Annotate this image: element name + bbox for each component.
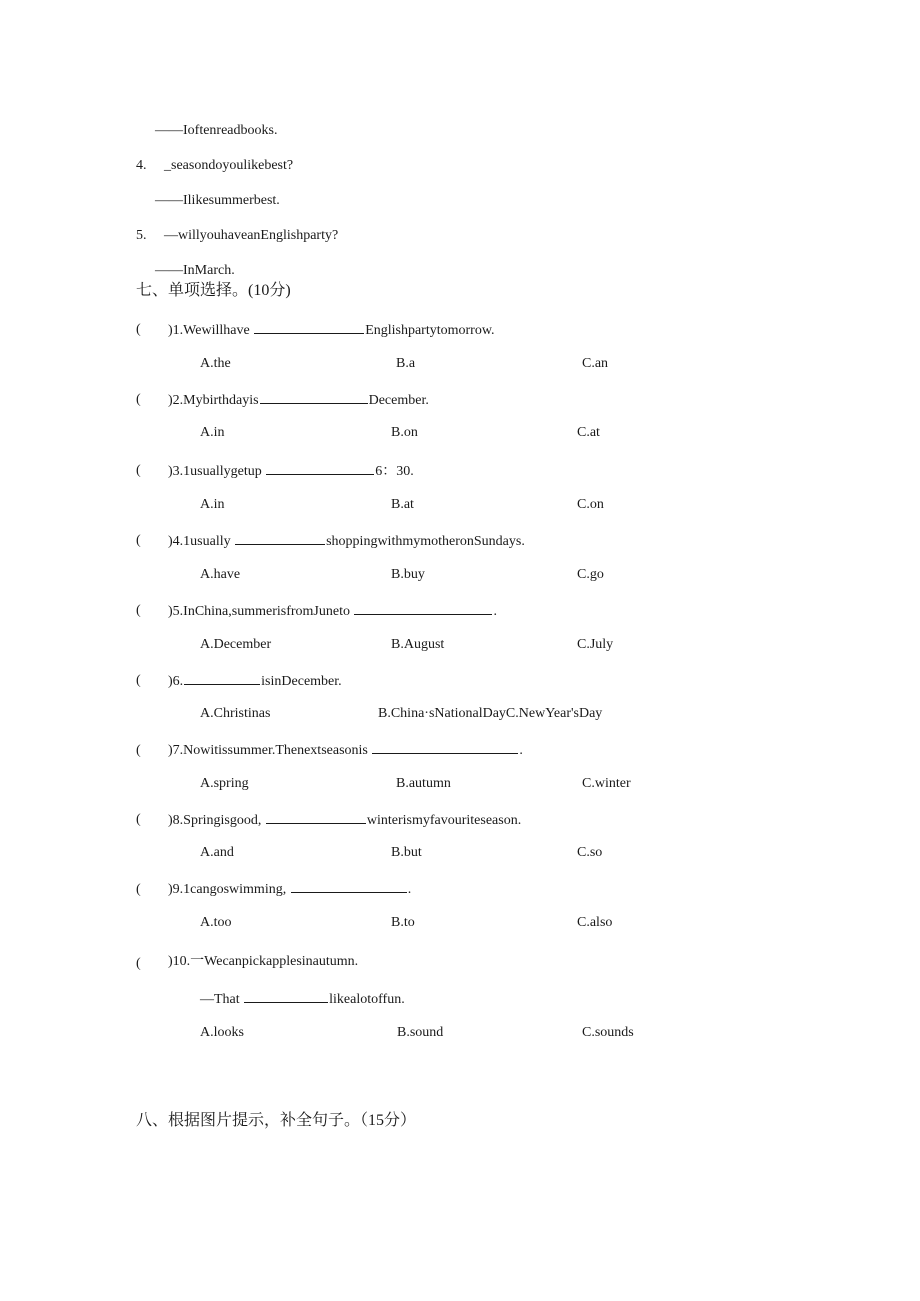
- q2-option-a: A.in: [200, 425, 225, 440]
- section-7-heading: 七、单项选择。(10分): [136, 282, 291, 299]
- q2-pre: )2.Mybirthdayis: [168, 393, 259, 408]
- q6-pre: )6.: [168, 674, 184, 689]
- question-5-number: 5.: [136, 228, 147, 243]
- q2-option-c: C.at: [577, 425, 600, 440]
- q7-option-b: B.autumn: [396, 776, 451, 791]
- answer-3: ——Ioftenreadbooks.: [155, 123, 278, 138]
- q3-option-a: A.in: [200, 497, 225, 512]
- answer-paren: (: [136, 812, 141, 827]
- q10-line2-post: likealotoffun.: [329, 992, 405, 1007]
- q1-blank[interactable]: [254, 320, 364, 334]
- q10-option-a: A.looks: [200, 1025, 244, 1040]
- answer-5: ——InMarch.: [155, 263, 235, 278]
- answer-paren: (: [136, 392, 141, 407]
- q2-post: December.: [368, 393, 429, 408]
- q8-pre: )8.Springisgood,: [168, 813, 262, 828]
- mc-question-8: [168, 810, 521, 830]
- q4-option-b: B.buy: [391, 567, 425, 582]
- q9-pre: )9.1cangoswimming,: [168, 882, 287, 897]
- mc-question-10-line2: [200, 989, 405, 1009]
- q8-post: winterismyfavouriteseason.: [366, 813, 522, 828]
- answer-paren: (: [136, 533, 141, 548]
- q4-post: shoppingwithmymotheronSundays.: [326, 534, 525, 549]
- q5-option-c: C.July: [577, 637, 614, 652]
- q8-option-c: C.so: [577, 845, 603, 860]
- answer-paren: (: [136, 603, 141, 618]
- mc-question-2: [168, 390, 429, 410]
- q5-post: .: [493, 604, 497, 619]
- q7-post: .: [519, 743, 523, 758]
- answer-paren: (: [136, 463, 141, 478]
- q10-line2-pre: —That: [200, 992, 240, 1007]
- question-4-number: 4.: [136, 158, 147, 173]
- q6-option-b-c: B.China·sNationalDayC.NewYear'sDay: [378, 706, 603, 721]
- q7-pre: )7.Nowitissummer.Thenextseasonis: [168, 743, 368, 758]
- answer-paren: (: [136, 673, 141, 688]
- mc-question-6: [168, 671, 342, 691]
- answer-paren: (: [136, 882, 141, 897]
- mc-question-3: [168, 461, 414, 481]
- mc-question-10: )10.一Wecanpickapplesinautumn.: [168, 954, 359, 969]
- q8-option-b: B.but: [391, 845, 422, 860]
- q5-pre: )5.InChina,summerisfromJuneto: [168, 604, 350, 619]
- q5-option-b: B.August: [391, 637, 445, 652]
- q10-blank[interactable]: [244, 989, 328, 1003]
- q9-post: .: [407, 882, 412, 897]
- q4-pre: )4.1usually: [168, 534, 231, 549]
- q4-option-c: C.go: [577, 567, 604, 582]
- question-4-text: _seasondoyoulikebest?: [164, 158, 294, 173]
- q4-blank[interactable]: [235, 531, 325, 545]
- mc-question-5: [168, 601, 497, 621]
- q7-option-a: A.spring: [200, 776, 249, 791]
- q3-option-c: C.on: [577, 497, 604, 512]
- q1-option-c: C.an: [582, 356, 609, 371]
- mc-question-4: [168, 531, 525, 551]
- mc-question-7: [168, 740, 523, 760]
- q3-post: 6：30.: [375, 464, 414, 479]
- q6-post: isinDecember.: [261, 674, 342, 689]
- q6-option-a: A.Christinas: [200, 706, 271, 721]
- mc-question-1: [168, 320, 495, 340]
- q10-option-c: C.sounds: [582, 1025, 634, 1040]
- q1-option-b: B.a: [396, 356, 416, 371]
- q5-option-a: A.December: [200, 637, 272, 652]
- q4-option-a: A.have: [200, 567, 241, 582]
- mc-question-9: [168, 879, 411, 899]
- q3-option-b: B.at: [391, 497, 414, 512]
- q1-option-a: A.the: [200, 356, 231, 371]
- q10-option-b: B.sound: [397, 1025, 444, 1040]
- q9-option-a: A.too: [200, 915, 232, 930]
- q9-blank[interactable]: [291, 879, 407, 893]
- q5-blank[interactable]: [354, 601, 492, 615]
- answer-paren: (: [136, 743, 141, 758]
- q7-blank[interactable]: [372, 740, 518, 754]
- q6-blank[interactable]: [184, 671, 260, 685]
- answer-paren: (: [136, 322, 141, 337]
- q2-option-b: B.on: [391, 425, 418, 440]
- q8-option-a: A.and: [200, 845, 234, 860]
- q1-post: Englishpartytomorrow.: [365, 323, 495, 338]
- question-5-text: —willyouhaveanEnglishparty?: [164, 228, 339, 243]
- q2-blank[interactable]: [260, 390, 368, 404]
- q8-blank[interactable]: [266, 810, 366, 824]
- q1-pre: )1.Wewillhave: [168, 323, 250, 338]
- answer-4: ——Ilikesummerbest.: [155, 193, 280, 208]
- section-8-heading: 八、根据图片提示，补全句子。（15分）: [136, 1112, 417, 1129]
- q7-option-c: C.winter: [582, 776, 631, 791]
- q9-option-b: B.to: [391, 915, 415, 930]
- answer-paren: (: [136, 956, 141, 971]
- q3-pre: )3.1usuallygetup: [168, 464, 262, 479]
- q9-option-c: C.also: [577, 915, 613, 930]
- q3-blank[interactable]: [266, 461, 374, 475]
